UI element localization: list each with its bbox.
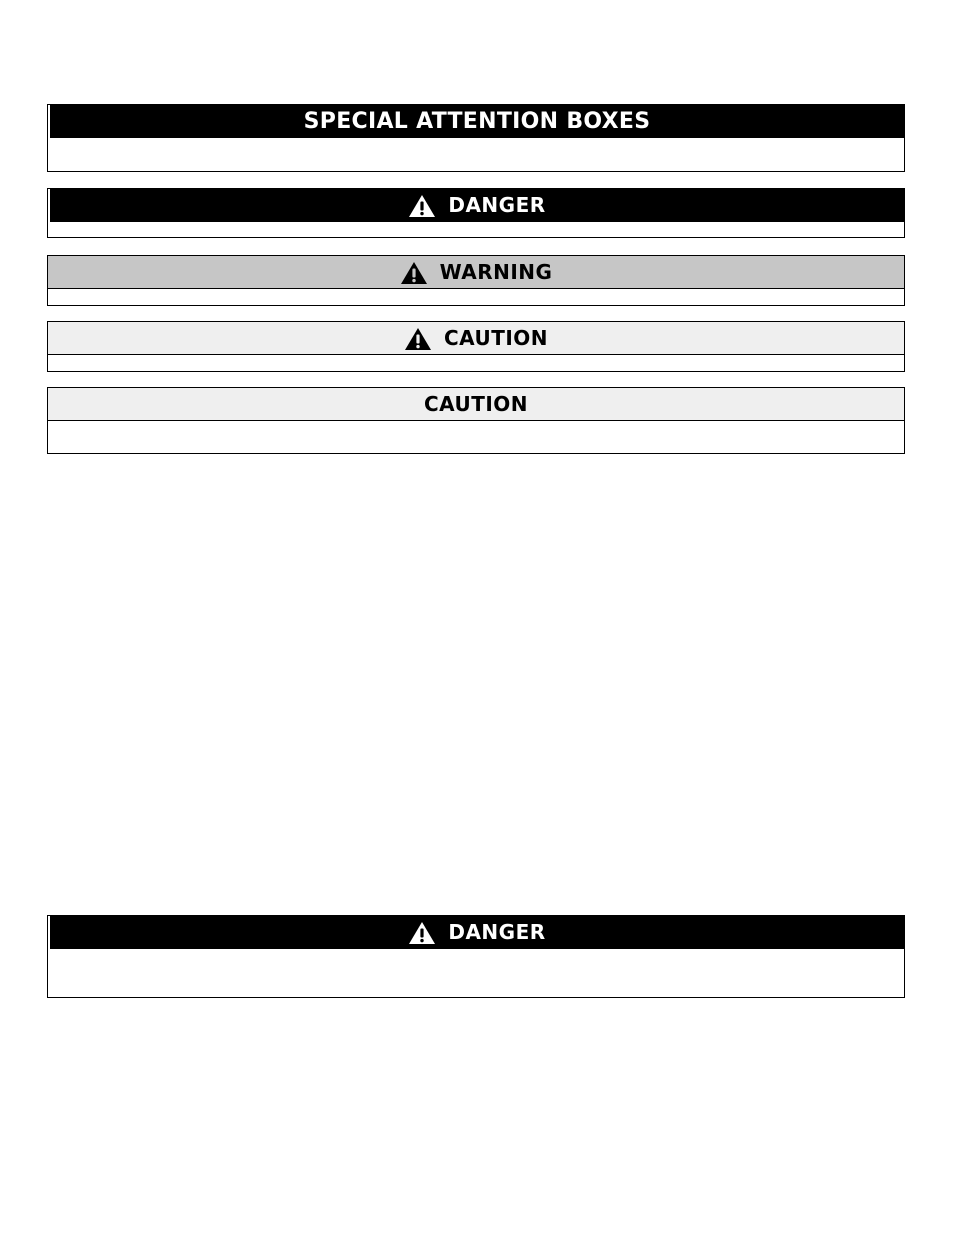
warning-label: WARNING <box>439 260 553 284</box>
warning-box <box>47 255 905 306</box>
caution-symbol-box <box>47 321 905 372</box>
caution-symbol-header <box>48 322 904 355</box>
danger-label: DANGER <box>448 193 546 217</box>
danger-header <box>50 189 904 222</box>
danger-lower-label: DANGER <box>448 920 546 944</box>
caution-plain-header <box>48 388 904 421</box>
warning-triangle-icon <box>400 261 428 285</box>
caution-plain-label: CAUTION <box>423 392 529 416</box>
special-attention-box <box>47 104 905 172</box>
warning-triangle-icon <box>408 194 436 218</box>
special-attention-header <box>50 105 904 138</box>
danger-lower-box <box>47 915 905 998</box>
warning-triangle-icon <box>408 921 436 945</box>
danger-lower-header <box>50 916 904 949</box>
caution-plain-box <box>47 387 905 454</box>
warning-header <box>48 256 904 289</box>
special-attention-title: SPECIAL ATTENTION BOXES <box>303 108 651 134</box>
danger-box <box>47 188 905 238</box>
caution-symbol-label: CAUTION <box>443 326 549 350</box>
warning-triangle-icon <box>404 327 432 351</box>
